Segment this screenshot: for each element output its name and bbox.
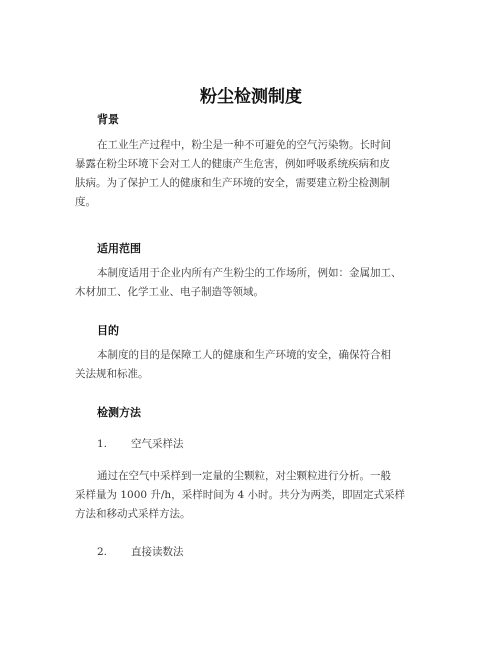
method-item-number: 2.	[97, 546, 108, 558]
paragraph-line: 度。	[75, 196, 96, 208]
section-heading-background: 背景	[97, 113, 119, 126]
document-title: 粉尘检测制度	[200, 87, 302, 107]
paragraph-line: 关法规和标准。	[75, 368, 149, 380]
paragraph-line: 肤病。为了保护工人的健康和生产环境的安全，需要建立粉尘检测制	[75, 177, 390, 189]
method-item-number: 1.	[97, 438, 108, 450]
method-item-1-paragraph	[75, 467, 455, 524]
paragraph-line: 方法和移动式采样方法。	[75, 508, 191, 520]
method-item-label: 直接读数法	[131, 546, 184, 558]
paragraph-line: 采样量为 1000 升/h，采样时间为 4 小时。共分为两类，即固定式采样	[75, 489, 406, 501]
paragraph-line: 暴露在粉尘环境下会对工人的健康产生危害，例如呼吸系统疾病和皮	[75, 158, 390, 170]
method-item-2	[97, 544, 184, 560]
section-heading-methods: 检测方法	[97, 406, 141, 419]
section-heading-scope: 适用范围	[97, 242, 141, 255]
paragraph-line: 在工业生产过程中，粉尘是一种不可避免的空气污染物。长时间	[97, 139, 391, 151]
method-item-label: 空气采样法	[131, 438, 184, 450]
section-paragraph-background	[75, 136, 455, 212]
paragraph-line: 通过在空气中采样到一定量的尘颗粒，对尘颗粒进行分析。一般	[97, 470, 391, 482]
method-item-1	[97, 436, 184, 452]
section-paragraph-scope	[75, 264, 455, 302]
section-paragraph-purpose	[75, 346, 455, 384]
paragraph-line: 本制度适用于企业内所有产生粉尘的工作场所，例如：金属加工、	[97, 267, 402, 279]
paragraph-line: 木材加工、化学工业、电子制造等领域。	[75, 286, 264, 298]
paragraph-line: 本制度的目的是保障工人的健康和生产环境的安全，确保符合相	[97, 349, 391, 361]
section-heading-purpose: 目的	[97, 324, 119, 337]
